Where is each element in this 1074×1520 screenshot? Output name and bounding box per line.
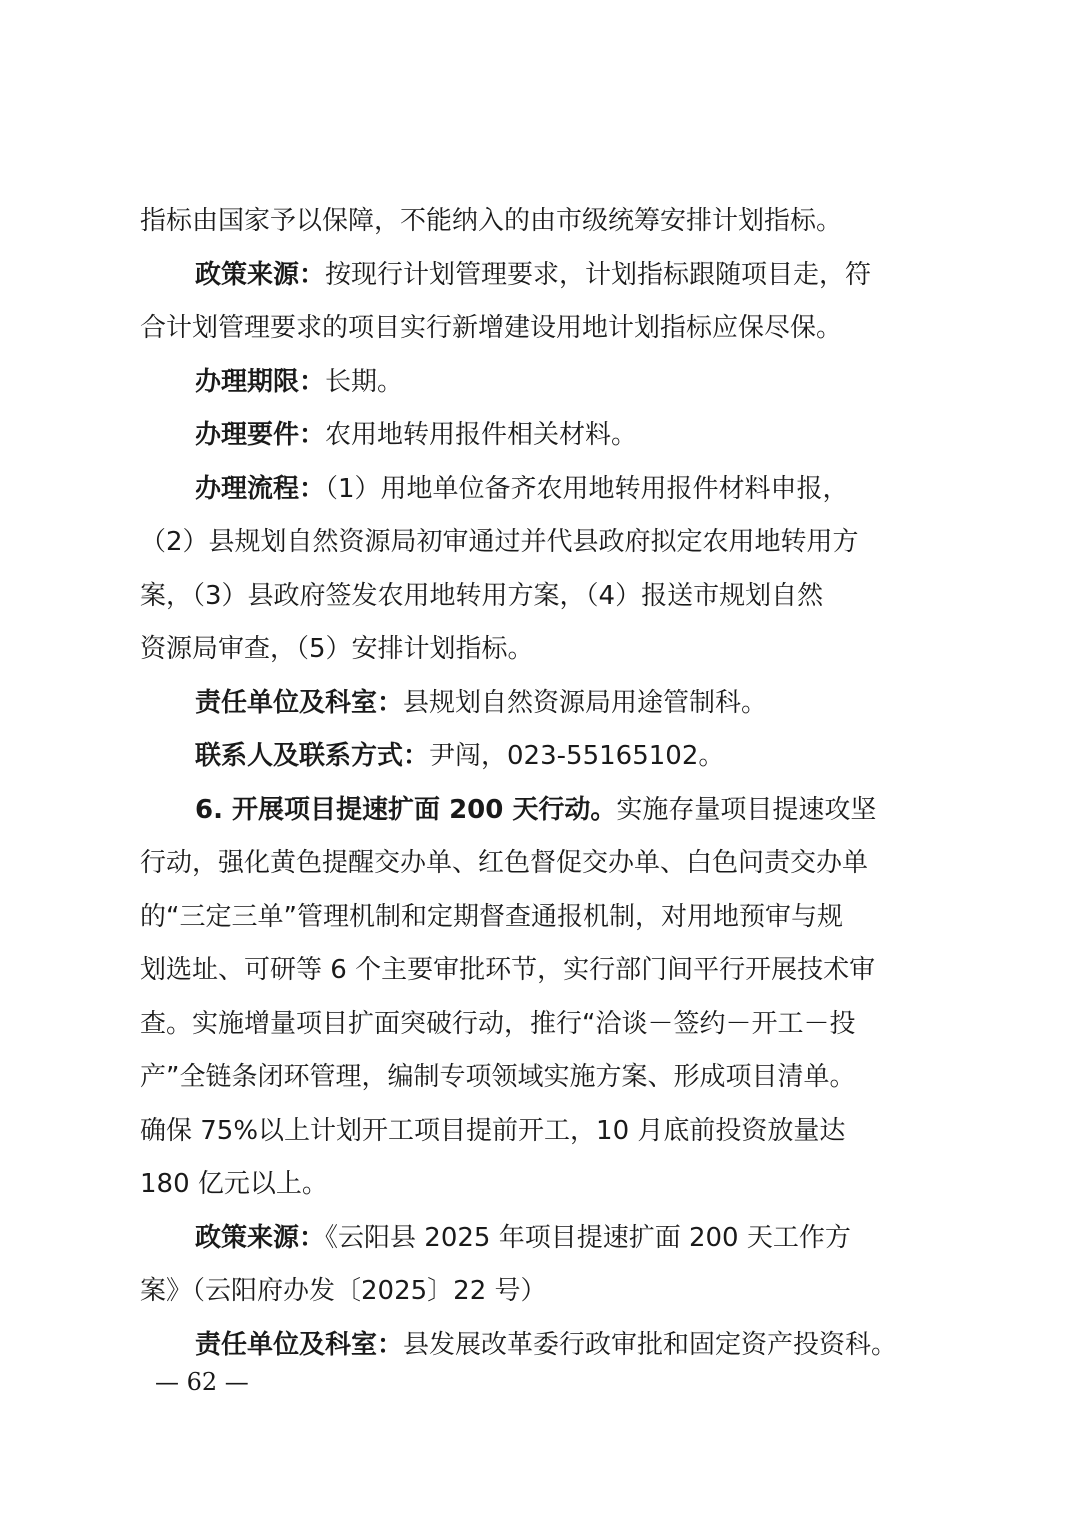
body-text: 180 亿元以上。	[140, 1169, 328, 1199]
body-text: 查。实施增量项目扩面突破行动，推行“洽谈－签约－开工－投	[140, 1008, 856, 1039]
body-text: 县规划自然资源局用途管制科。	[403, 687, 768, 718]
paragraph-line	[140, 784, 937, 838]
body-text: 资源局审查，（5）安排计划指标。	[140, 634, 534, 664]
body-text: 案，（3）县政府签发农用地转用方案，（4）报送市规划自然	[140, 580, 824, 611]
paragraph-line	[140, 195, 937, 249]
paragraph-line	[140, 623, 937, 677]
body-text: 尹闯，023-55165102。	[429, 741, 725, 771]
paragraph-line	[140, 944, 937, 998]
body-text: 的“三定三单”管理机制和定期督查通报机制，对用地预审与规	[140, 901, 843, 932]
section-label: 政策来源：	[195, 259, 326, 290]
body-text: （1）用地单位备齐农用地转用报件材料申报，	[325, 473, 849, 504]
section-label: 办理期限：	[195, 366, 326, 397]
body-text: 确保 75%以上计划开工项目提前开工，10 月底前投资放量达	[140, 1115, 846, 1146]
paragraph-line	[140, 1319, 937, 1373]
body-text: 《云阳县 2025 年项目提速扩面 200 天工作方	[325, 1222, 851, 1253]
body-text: 实施存量项目提速攻坚	[616, 794, 877, 825]
section-label: 责任单位及科室：	[195, 1329, 404, 1360]
paragraph-line	[140, 837, 937, 891]
paragraph-line	[140, 1158, 937, 1212]
body-text: 县发展改革委行政审批和固定资产投资科。	[403, 1329, 898, 1360]
paragraph-line	[140, 891, 937, 945]
body-text: 产”全链条闭环管理，编制专项领域实施方案、形成项目清单。	[140, 1062, 856, 1092]
paragraph-line	[140, 249, 937, 303]
paragraph-line	[140, 356, 937, 410]
paragraph-line	[140, 730, 937, 784]
paragraph-line	[140, 516, 937, 570]
paragraph-line	[140, 570, 937, 624]
section-label: 政策来源：	[195, 1222, 326, 1253]
paragraph-line	[140, 998, 937, 1052]
body-text: 案》（云阳府办发〔2025〕22 号）	[140, 1276, 547, 1306]
paragraph-line	[140, 463, 937, 517]
section-label: 责任单位及科室：	[195, 687, 404, 718]
paragraph-line	[140, 302, 937, 356]
paragraph-line	[140, 1105, 937, 1159]
body-text: 按现行计划管理要求，计划指标跟随项目走，符	[325, 259, 872, 290]
document-body	[140, 195, 937, 1372]
paragraph-line	[140, 409, 937, 463]
paragraph-line	[140, 1212, 937, 1266]
paragraph-line	[140, 1265, 937, 1319]
section-heading: 6. 开展项目提速扩面 200 天行动。	[195, 794, 617, 825]
section-label: 办理要件：	[195, 420, 326, 450]
section-label: 联系人及联系方式：	[195, 741, 430, 771]
paragraph-line	[140, 677, 937, 731]
body-text: 指标由国家予以保障，不能纳入的由市级统筹安排计划指标。	[140, 206, 843, 236]
body-text: 划选址、可研等 6 个主要审批环节，实行部门间平行开展技术审	[140, 955, 876, 985]
body-text: （2）县规划自然资源局初审通过并代县政府拟定农用地转用方	[140, 527, 859, 557]
body-text: 行动，强化黄色提醒交办单、红色督促交办单、白色问责交办单	[140, 848, 869, 878]
body-text: 合计划管理要求的项目实行新增建设用地计划指标应保尽保。	[140, 313, 843, 343]
body-text: 长期。	[325, 366, 404, 397]
page-number: — 62 —	[155, 1368, 249, 1396]
section-label: 办理流程：	[195, 473, 326, 504]
paragraph-line	[140, 1051, 937, 1105]
body-text: 农用地转用报件相关材料。	[325, 420, 638, 450]
